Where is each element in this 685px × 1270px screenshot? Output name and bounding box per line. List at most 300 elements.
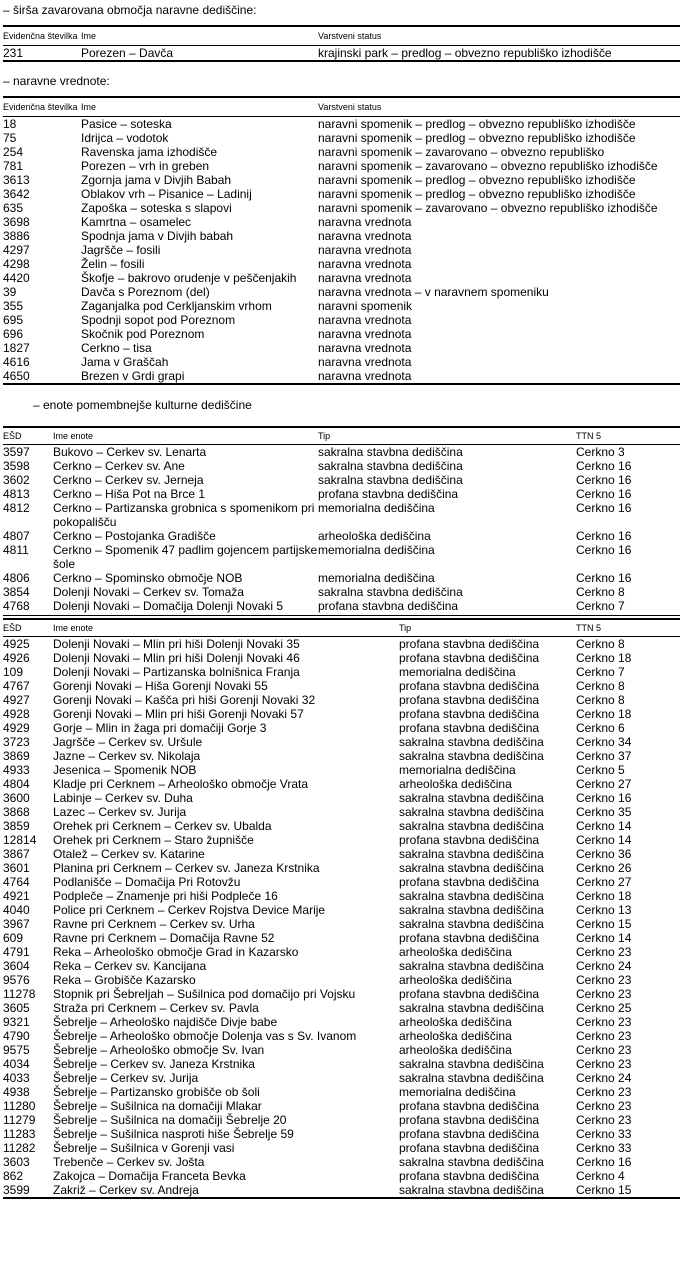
cell-type: sakralna stavbna dediščina bbox=[399, 917, 544, 931]
col-header-ttn5: TTN 5 bbox=[576, 431, 602, 441]
cell-unit-name: Jesenica – Spomenik NOB bbox=[53, 763, 197, 777]
cell-esd: 3967 bbox=[3, 917, 30, 931]
cell-esd: 4928 bbox=[3, 707, 30, 721]
table-row bbox=[3, 1029, 680, 1043]
cell-name: Jama v Graščah bbox=[81, 355, 169, 369]
cell-unit-name: Dolenji Novaki – Cerkev sv. Tomaža bbox=[53, 585, 244, 599]
cell-unit-name: Dolenji Novaki – Mlin pri hiši Dolenji Novaki 35 bbox=[53, 637, 300, 651]
table-row bbox=[3, 187, 680, 201]
cell-type: profana stavbna dediščina bbox=[399, 1113, 540, 1127]
cell-status: naravni spomenik – predlog – obvezno republiško izhodišče bbox=[318, 131, 636, 145]
table-row bbox=[3, 159, 680, 173]
table-row bbox=[3, 1183, 680, 1198]
cell-unit-name: Cerkno – Spominsko območje NOB bbox=[53, 571, 243, 585]
cell-esd: 4921 bbox=[3, 889, 30, 903]
table-row bbox=[3, 1113, 680, 1127]
cell-ttn5: Cerkno 16 bbox=[576, 791, 632, 805]
cell-number: 4616 bbox=[3, 355, 30, 369]
cell-number: 4297 bbox=[3, 243, 30, 257]
cell-ttn5: Cerkno 27 bbox=[576, 777, 632, 791]
cell-ttn5: Cerkno 27 bbox=[576, 875, 632, 889]
cell-esd: 4811 bbox=[3, 543, 29, 557]
cell-ttn5: Cerkno 14 bbox=[576, 819, 632, 833]
cell-ttn5: Cerkno 16 bbox=[576, 571, 632, 585]
cell-number: 1827 bbox=[3, 341, 30, 355]
cell-type: profana stavbna dediščina bbox=[318, 487, 459, 501]
cell-ttn5: Cerkno 14 bbox=[576, 931, 632, 945]
cell-ttn5: Cerkno 4 bbox=[576, 1169, 625, 1183]
cell-ttn5: Cerkno 16 bbox=[576, 543, 632, 557]
cell-unit-name: Otalež – Cerkev sv. Katarine bbox=[53, 847, 205, 861]
table-row bbox=[3, 327, 680, 341]
cell-unit-name: Gorenji Novaki – Hiša Gorenji Novaki 55 bbox=[53, 679, 268, 693]
col-header-name: Ime bbox=[81, 31, 97, 41]
table-natural-values bbox=[3, 96, 680, 385]
table-row bbox=[3, 917, 680, 931]
table-row bbox=[3, 459, 680, 473]
table-row bbox=[3, 243, 680, 257]
cell-status: naravni spomenik – zavarovano – obvezno republiško izhodišče bbox=[318, 159, 658, 173]
cell-name: Porezen – vrh in greben bbox=[81, 159, 210, 173]
cell-esd: 3604 bbox=[3, 959, 30, 973]
cell-type: memorialna dediščina bbox=[399, 1085, 516, 1099]
cell-ttn5: Cerkno 24 bbox=[576, 1071, 632, 1085]
cell-number: 3642 bbox=[3, 187, 30, 201]
cell-number: 696 bbox=[3, 327, 24, 341]
cell-esd: 3603 bbox=[3, 1155, 30, 1169]
cell-type: memorialna dediščina bbox=[318, 543, 435, 557]
table-protected-areas bbox=[3, 25, 680, 62]
cell-status: krajinski park – predlog – obvezno republiško izhodišče bbox=[318, 46, 612, 60]
table-row bbox=[3, 735, 680, 749]
cell-esd: 11280 bbox=[3, 1099, 36, 1113]
table-row bbox=[3, 145, 680, 159]
cell-name: Brezen v Grdi grapi bbox=[81, 369, 185, 383]
table-row bbox=[3, 369, 680, 384]
cell-ttn5: Cerkno 25 bbox=[576, 1001, 632, 1015]
cell-esd: 11283 bbox=[3, 1127, 36, 1141]
table-header-row bbox=[3, 97, 680, 117]
cell-ttn5: Cerkno 24 bbox=[576, 959, 632, 973]
cell-unit-name: Cerkno – Cerkev sv. Jerneja bbox=[53, 473, 204, 487]
cell-name: Ravenska jama izhodišče bbox=[81, 145, 218, 159]
table-row bbox=[3, 791, 680, 805]
table-row bbox=[3, 931, 680, 945]
cell-number: 4650 bbox=[3, 369, 30, 383]
cell-esd: 4927 bbox=[3, 693, 30, 707]
cell-type: profana stavbna dediščina bbox=[399, 651, 540, 665]
cell-number: 3698 bbox=[3, 215, 30, 229]
table-row bbox=[3, 285, 680, 299]
cell-name: Zgornja jama v Divjih Babah bbox=[81, 173, 232, 187]
cell-unit-name: Gorje – Mlin in žaga pri domačiji Gorje 3 bbox=[53, 721, 267, 735]
table-row bbox=[3, 1099, 680, 1113]
table-row bbox=[3, 229, 680, 243]
cell-esd: 9575 bbox=[3, 1043, 30, 1057]
cell-unit-name: Zakriž – Cerkev sv. Andreja bbox=[53, 1183, 199, 1197]
cell-esd: 4925 bbox=[3, 637, 30, 651]
table-row bbox=[3, 445, 680, 460]
cell-unit-name: Cerkno – Spomenik 47 padlim gojencem partijske šole bbox=[53, 543, 318, 571]
col-header-type: Tip bbox=[399, 623, 412, 633]
cell-status: naravni spomenik – zavarovano – obvezno republiško izhodišče bbox=[318, 201, 658, 215]
table-row bbox=[3, 501, 680, 529]
cell-unit-name: Šebrelje – Arheološko območje Sv. Ivan bbox=[53, 1043, 265, 1057]
cell-name: Porezen – Davča bbox=[81, 46, 174, 60]
table-row bbox=[3, 889, 680, 903]
cell-type: memorialna dediščina bbox=[318, 571, 435, 585]
cell-name: Škofje – bakrovo orudenje v peščenjakih bbox=[81, 271, 297, 285]
cell-number: 635 bbox=[3, 201, 24, 215]
cell-esd: 3599 bbox=[3, 1183, 30, 1197]
cell-esd: 4764 bbox=[3, 875, 30, 889]
cell-ttn5: Cerkno 18 bbox=[576, 651, 632, 665]
cell-number: 3613 bbox=[3, 173, 30, 187]
cell-esd: 4929 bbox=[3, 721, 30, 735]
table-row bbox=[3, 543, 680, 571]
cell-ttn5: Cerkno 16 bbox=[576, 529, 632, 543]
cell-unit-name: Ravne pri Cerknem – Domačija Ravne 52 bbox=[53, 931, 275, 945]
cell-status: naravna vrednota bbox=[318, 271, 412, 285]
caption-cultural-heritage: – enote pomembnejše kulturne dediščine bbox=[33, 398, 252, 412]
table-row bbox=[3, 749, 680, 763]
cell-status: naravna vrednota bbox=[318, 215, 412, 229]
table-row bbox=[3, 665, 680, 679]
cell-unit-name: Šebrelje – Sušilnica v Gorenji vasi bbox=[53, 1141, 235, 1155]
cell-ttn5: Cerkno 26 bbox=[576, 861, 632, 875]
cell-unit-name: Cerkno – Cerkev sv. Ane bbox=[53, 459, 185, 473]
cell-unit-name: Orehek pri Cerknem – Staro župnišče bbox=[53, 833, 254, 847]
cell-ttn5: Cerkno 3 bbox=[576, 445, 625, 459]
cell-unit-name: Cerkno – Postojanka Gradišče bbox=[53, 529, 216, 543]
col-header-number: Evidenčna številka bbox=[3, 31, 78, 41]
cell-esd: 4938 bbox=[3, 1085, 30, 1099]
cell-esd: 4768 bbox=[3, 599, 30, 613]
cell-unit-name: Dolenji Novaki – Partizanska bolnišnica Franja bbox=[53, 665, 300, 679]
cell-ttn5: Cerkno 23 bbox=[576, 1057, 632, 1071]
cell-ttn5: Cerkno 16 bbox=[576, 473, 632, 487]
cell-esd: 9576 bbox=[3, 973, 30, 987]
cell-ttn5: Cerkno 23 bbox=[576, 1113, 632, 1127]
cell-type: sakralna stavbna dediščina bbox=[399, 735, 544, 749]
cell-type: sakralna stavbna dediščina bbox=[318, 459, 463, 473]
cell-type: sakralna stavbna dediščina bbox=[399, 847, 544, 861]
cell-type: sakralna stavbna dediščina bbox=[318, 473, 463, 487]
cell-name: Idrijca – vodotok bbox=[81, 131, 169, 145]
cell-esd: 4804 bbox=[3, 777, 30, 791]
cell-ttn5: Cerkno 23 bbox=[576, 1015, 632, 1029]
cell-ttn5: Cerkno 37 bbox=[576, 749, 632, 763]
cell-name: Spodnja jama v Divjih babah bbox=[81, 229, 234, 243]
cell-type: arheološka dediščina bbox=[399, 1015, 512, 1029]
table-row bbox=[3, 1169, 680, 1183]
cell-ttn5: Cerkno 14 bbox=[576, 833, 632, 847]
cell-ttn5: Cerkno 33 bbox=[576, 1141, 632, 1155]
cell-ttn5: Cerkno 34 bbox=[576, 735, 632, 749]
col-header-type: Tip bbox=[318, 431, 331, 441]
table-row bbox=[3, 679, 680, 693]
cell-type: sakralna stavbna dediščina bbox=[399, 1155, 544, 1169]
col-header-esd: EŠD bbox=[3, 623, 22, 633]
cell-type: profana stavbna dediščina bbox=[318, 599, 459, 613]
cell-esd: 862 bbox=[3, 1169, 24, 1183]
cell-ttn5: Cerkno 8 bbox=[576, 637, 625, 651]
cell-status: naravna vrednota bbox=[318, 327, 412, 341]
cell-number: 3886 bbox=[3, 229, 30, 243]
cell-type: sakralna stavbna dediščina bbox=[399, 1001, 544, 1015]
table-row bbox=[3, 1001, 680, 1015]
table-header-row bbox=[3, 26, 680, 46]
cell-ttn5: Cerkno 36 bbox=[576, 847, 632, 861]
cell-esd: 4806 bbox=[3, 571, 30, 585]
cell-number: 695 bbox=[3, 313, 24, 327]
cell-unit-name: Šebrelje – Arheološko območje Dolenja vas s Sv. Ivanom bbox=[53, 1029, 357, 1043]
cell-ttn5: Cerkno 8 bbox=[576, 585, 625, 599]
cell-unit-name: Šebrelje – Arheološko najdišče Divje babe bbox=[53, 1015, 278, 1029]
cell-type: profana stavbna dediščina bbox=[399, 707, 540, 721]
cell-ttn5: Cerkno 16 bbox=[576, 487, 632, 501]
cell-esd: 3597 bbox=[3, 445, 30, 459]
cell-type: sakralna stavbna dediščina bbox=[318, 585, 463, 599]
cell-status: naravni spomenik – predlog – obvezno republiško izhodišče bbox=[318, 173, 636, 187]
cell-type: profana stavbna dediščina bbox=[399, 1127, 540, 1141]
table-row bbox=[3, 1085, 680, 1099]
table-row bbox=[3, 651, 680, 665]
cell-unit-name: Police pri Cerknem – Cerkev Rojstva Device Marije bbox=[53, 903, 326, 917]
table-row bbox=[3, 529, 680, 543]
table-row bbox=[3, 341, 680, 355]
cell-esd: 3859 bbox=[3, 819, 30, 833]
table-row bbox=[3, 271, 680, 285]
cell-type: arheološka dediščina bbox=[399, 1029, 512, 1043]
cell-ttn5: Cerkno 23 bbox=[576, 1085, 632, 1099]
cell-ttn5: Cerkno 13 bbox=[576, 903, 632, 917]
cell-number: 4298 bbox=[3, 257, 30, 271]
cell-type: arheološka dediščina bbox=[399, 1043, 512, 1057]
cell-esd: 109 bbox=[3, 665, 24, 679]
table-row bbox=[3, 355, 680, 369]
cell-unit-name: Lazec – Cerkev sv. Jurija bbox=[53, 805, 187, 819]
cell-esd: 11278 bbox=[3, 987, 36, 1001]
table-row bbox=[3, 847, 680, 861]
cell-esd: 4813 bbox=[3, 487, 30, 501]
cell-ttn5: Cerkno 18 bbox=[576, 707, 632, 721]
col-header-unit-name: Ime enote bbox=[53, 623, 94, 633]
caption-natural-values: – naravne vrednote: bbox=[3, 74, 110, 88]
table-row bbox=[3, 46, 680, 62]
table-row bbox=[3, 1015, 680, 1029]
cell-type: memorialna dediščina bbox=[318, 501, 435, 515]
cell-unit-name: Gorenji Novaki – Mlin pri hiši Gorenji Novaki 57 bbox=[53, 707, 304, 721]
table-row bbox=[3, 973, 680, 987]
cell-name: Davča s Poreznom (del) bbox=[81, 285, 210, 299]
cell-unit-name: Dolenji Novaki – Domačija Dolenji Novaki 5 bbox=[53, 599, 284, 613]
cell-unit-name: Šebrelje – Cerkev sv. Jurija bbox=[53, 1071, 199, 1085]
table-row bbox=[3, 1127, 680, 1141]
cell-esd: 4790 bbox=[3, 1029, 30, 1043]
cell-type: sakralna stavbna dediščina bbox=[318, 445, 463, 459]
cell-status: naravna vrednota bbox=[318, 369, 412, 383]
table-row bbox=[3, 637, 680, 652]
cell-esd: 4926 bbox=[3, 651, 30, 665]
cell-type: sakralna stavbna dediščina bbox=[399, 805, 544, 819]
cell-name: Oblakov vrh – Pisanice – Ladinij bbox=[81, 187, 252, 201]
cell-number: 75 bbox=[3, 131, 17, 145]
cell-ttn5: Cerkno 23 bbox=[576, 1029, 632, 1043]
table-header-row bbox=[3, 619, 680, 637]
cell-type: profana stavbna dediščina bbox=[399, 1099, 540, 1113]
cell-type: memorialna dediščina bbox=[399, 665, 516, 679]
cell-status: naravna vrednota – v naravnem spomeniku bbox=[318, 285, 549, 299]
cell-unit-name: Reka – Cerkev sv. Kancijana bbox=[53, 959, 207, 973]
cell-ttn5: Cerkno 16 bbox=[576, 1155, 632, 1169]
table-row bbox=[3, 763, 680, 777]
cell-name: Želin – fosili bbox=[81, 257, 145, 271]
cell-unit-name: Stopnik pri Šebreljah – Sušilnica pod domačijo pri Vojsku bbox=[53, 987, 356, 1001]
table-row bbox=[3, 1155, 680, 1169]
cell-ttn5: Cerkno 7 bbox=[576, 665, 625, 679]
table-row bbox=[3, 299, 680, 313]
table-row bbox=[3, 721, 680, 735]
cell-ttn5: Cerkno 8 bbox=[576, 679, 625, 693]
cell-esd: 3868 bbox=[3, 805, 30, 819]
cell-type: sakralna stavbna dediščina bbox=[399, 819, 544, 833]
cell-ttn5: Cerkno 23 bbox=[576, 973, 632, 987]
cell-type: profana stavbna dediščina bbox=[399, 833, 540, 847]
cell-esd: 11282 bbox=[3, 1141, 36, 1155]
cell-esd: 3602 bbox=[3, 473, 30, 487]
cell-unit-name: Šebrelje – Partizansko grobišče ob šoli bbox=[53, 1085, 260, 1099]
cell-number: 4420 bbox=[3, 271, 30, 285]
cell-ttn5: Cerkno 23 bbox=[576, 1099, 632, 1113]
cell-name: Pasice – soteska bbox=[81, 117, 172, 131]
cell-esd: 3598 bbox=[3, 459, 30, 473]
cell-unit-name: Cerkno – Hiša Pot na Brce 1 bbox=[53, 487, 206, 501]
cell-status: naravna vrednota bbox=[318, 257, 412, 271]
cell-esd: 3723 bbox=[3, 735, 30, 749]
cell-esd: 9321 bbox=[3, 1015, 30, 1029]
col-header-esd: EŠD bbox=[3, 431, 22, 441]
cell-unit-name: Šebrelje – Sušilnica na domačiji Mlakar bbox=[53, 1099, 262, 1113]
cell-number: 231 bbox=[3, 46, 24, 60]
cell-type: profana stavbna dediščina bbox=[399, 693, 540, 707]
cell-ttn5: Cerkno 18 bbox=[576, 889, 632, 903]
table-row bbox=[3, 987, 680, 1001]
cell-status: naravna vrednota bbox=[318, 243, 412, 257]
cell-type: arheološka dediščina bbox=[318, 529, 431, 543]
cell-name: Spodnji sopot pod Poreznom bbox=[81, 313, 236, 327]
table-row bbox=[3, 945, 680, 959]
cell-unit-name: Šebrelje – Sušilnica na domačiji Šebrelje 20 bbox=[53, 1113, 287, 1127]
table-row bbox=[3, 487, 680, 501]
cell-type: arheološka dediščina bbox=[399, 945, 512, 959]
cell-esd: 4033 bbox=[3, 1071, 30, 1085]
cell-unit-name: Jagršče – Cerkev sv. Uršule bbox=[53, 735, 203, 749]
cell-esd: 3854 bbox=[3, 585, 30, 599]
col-header-unit-name: Ime enote bbox=[53, 431, 94, 441]
table-row bbox=[3, 571, 680, 585]
cell-name: Skočnik pod Poreznom bbox=[81, 327, 205, 341]
cell-unit-name: Zakojca – Domačija Franceta Bevka bbox=[53, 1169, 246, 1183]
cell-type: profana stavbna dediščina bbox=[399, 637, 540, 651]
table-row bbox=[3, 1071, 680, 1085]
cell-name: Zaganjalka pod Cerkljanskim vrhom bbox=[81, 299, 272, 313]
cell-esd: 3601 bbox=[3, 861, 30, 875]
cell-esd: 3867 bbox=[3, 847, 30, 861]
col-header-ttn5: TTN 5 bbox=[576, 623, 602, 633]
cell-unit-name: Orehek pri Cerknem – Cerkev sv. Ubalda bbox=[53, 819, 272, 833]
col-header-number: Evidenčna številka bbox=[3, 102, 78, 112]
table-header-row bbox=[3, 427, 680, 445]
cell-status: naravni spomenik – zavarovano – obvezno republiško bbox=[318, 145, 605, 159]
table-row bbox=[3, 313, 680, 327]
cell-esd: 11279 bbox=[3, 1113, 36, 1127]
cell-status: naravna vrednota bbox=[318, 341, 412, 355]
cell-esd: 4812 bbox=[3, 501, 30, 515]
cell-ttn5: Cerkno 16 bbox=[576, 501, 632, 515]
table-cultural-heritage bbox=[3, 426, 680, 616]
cell-esd: 4040 bbox=[3, 903, 30, 917]
cell-esd: 4807 bbox=[3, 529, 30, 543]
cell-unit-name: Cerkno – Partizanska grobnica s spomenikom pri pokopališču bbox=[53, 501, 315, 529]
cell-name: Jagršče – fosili bbox=[81, 243, 161, 257]
cell-unit-name: Planina pri Cerknem – Cerkev sv. Janeza Krstnika bbox=[53, 861, 320, 875]
cell-name: Kamrtna – osamelec bbox=[81, 215, 192, 229]
table-row bbox=[3, 599, 680, 616]
cell-unit-name: Jazne – Cerkev sv. Nikolaja bbox=[53, 749, 201, 763]
cell-number: 355 bbox=[3, 299, 24, 313]
table-row bbox=[3, 819, 680, 833]
cell-ttn5: Cerkno 16 bbox=[576, 459, 632, 473]
cell-type: profana stavbna dediščina bbox=[399, 931, 540, 945]
cell-type: sakralna stavbna dediščina bbox=[399, 889, 544, 903]
cell-type: sakralna stavbna dediščina bbox=[399, 903, 544, 917]
cell-esd: 3605 bbox=[3, 1001, 30, 1015]
cell-type: sakralna stavbna dediščina bbox=[399, 791, 544, 805]
cell-unit-name: Reka – Grobišče Kazarsko bbox=[53, 973, 196, 987]
table-row bbox=[3, 173, 680, 187]
table-row bbox=[3, 693, 680, 707]
cell-status: naravna vrednota bbox=[318, 355, 412, 369]
table-row bbox=[3, 215, 680, 229]
cell-type: profana stavbna dediščina bbox=[399, 987, 540, 1001]
cell-ttn5: Cerkno 15 bbox=[576, 917, 632, 931]
cell-name: Cerkno – tisa bbox=[81, 341, 152, 355]
cell-esd: 12814 bbox=[3, 833, 37, 847]
cell-unit-name: Trebenče – Cerkev sv. Jošta bbox=[53, 1155, 205, 1169]
cell-status: naravna vrednota bbox=[318, 313, 412, 327]
cell-type: profana stavbna dediščina bbox=[399, 875, 540, 889]
cell-ttn5: Cerkno 35 bbox=[576, 805, 632, 819]
cell-unit-name: Šebrelje – Sušilnica nasproti hiše Šebrelje 59 bbox=[53, 1127, 294, 1141]
cell-unit-name: Podlanišče – Domačija Pri Rotovžu bbox=[53, 875, 241, 889]
table-row bbox=[3, 201, 680, 215]
cell-unit-name: Ravne pri Cerknem – Cerkev sv. Urha bbox=[53, 917, 255, 931]
cell-type: profana stavbna dediščina bbox=[399, 1141, 540, 1155]
table-row bbox=[3, 861, 680, 875]
cell-unit-name: Bukovo – Cerkev sv. Lenarta bbox=[53, 445, 207, 459]
cell-unit-name: Gorenji Novaki – Kašča pri hiši Gorenji Novaki 32 bbox=[53, 693, 316, 707]
cell-type: sakralna stavbna dediščina bbox=[399, 959, 544, 973]
cell-type: sakralna stavbna dediščina bbox=[399, 1057, 544, 1071]
cell-unit-name: Labinje – Cerkev sv. Duha bbox=[53, 791, 193, 805]
cell-status: naravna vrednota bbox=[318, 229, 412, 243]
cell-ttn5: Cerkno 7 bbox=[576, 599, 625, 613]
col-header-status: Varstveni status bbox=[318, 102, 382, 112]
table-row bbox=[3, 959, 680, 973]
table-row bbox=[3, 903, 680, 917]
table-row bbox=[3, 833, 680, 847]
